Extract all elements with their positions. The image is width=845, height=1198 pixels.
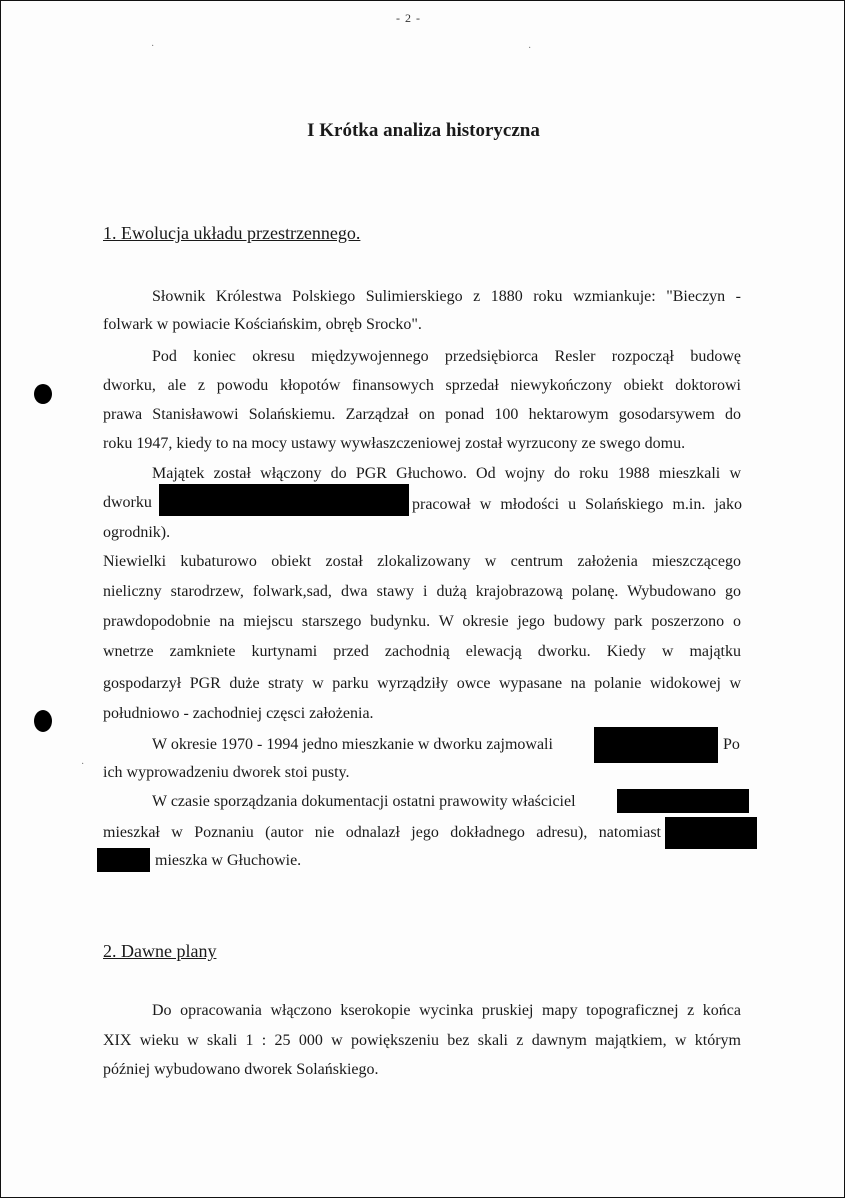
scan-speck: · (81, 759, 85, 770)
paragraph-line: ogrodnik). (103, 524, 171, 541)
section-heading-2: 2. Dawne plany (103, 941, 217, 961)
paragraph-line: dworku (103, 494, 152, 511)
paragraph-line: XIX wieku w skali 1 : 25 000 w powiększeniu bez skali z dawnym majątkiem, w którym (103, 1032, 741, 1049)
paragraph-line: folwark w powiacie Kościańskim, obręb Srocko". (103, 316, 422, 333)
paragraph-line: nieliczny starodrzew, folwark,sad, dwa stawy i dużą krajobrazową polanę. Wybudowano go (103, 583, 741, 600)
paragraph-line: gospodarzył PGR duże straty w parku wyrządziły owce wypasane na polanie widokowej w (103, 675, 741, 692)
paragraph-line: roku 1947, kiedy to na mocy ustawy wywłaszczeniowej został wyrzucony ze swego domu. (103, 435, 686, 452)
paragraph-line: dworku, ale z powodu kłopotów finansowych sprzedał niewykończony obiekt doktorowi (103, 377, 741, 394)
paragraph-line: W czasie sporządzania dokumentacji ostatni prawowity właściciel (152, 793, 576, 810)
paragraph-line: Pod koniec okresu międzywojennego przedsiębiorca Resler rozpoczął budowę (152, 348, 741, 365)
paragraph-line: prawa Stanisławowi Solańskiemu. Zarządzał on ponad 100 hektarowym gosodarsywem do (103, 406, 741, 423)
paragraph-line: południowo - zachodniej częsci założenia. (103, 705, 374, 722)
paragraph-line: Niewielki kubaturowo obiekt został zlokalizowany w centrum założenia mieszczącego (103, 553, 741, 570)
scan-speck: · (528, 43, 532, 54)
paragraph-line: wnetrze zamkniete kurtynami przed zachodnią elewacją dworku. Kiedy w majątku (103, 643, 741, 660)
paragraph-line: mieszka w Głuchowie. (155, 852, 302, 869)
paragraph-line: Do opracowania włączono kserokopie wycinka pruskiej mapy topograficznej z końca (152, 1002, 741, 1019)
redaction-box (159, 484, 409, 516)
paragraph-line: Po (723, 736, 740, 753)
paragraph-line: W okresie 1970 - 1994 jedno mieszkanie w dworku zajmowali (152, 736, 553, 753)
paragraph-line: ich wyprowadzeniu dworek stoi pusty. (103, 764, 350, 781)
paragraph-line: Majątek został włączony do PGR Głuchowo. Od wojny do roku 1988 mieszkali w (152, 465, 741, 482)
redaction-box (594, 727, 718, 763)
redaction-box (665, 817, 757, 849)
redaction-box (97, 848, 150, 872)
punch-hole (34, 710, 52, 732)
paragraph-line: pracował w młodości u Solańskiego m.in. jako (412, 496, 742, 513)
paragraph-line: później wybudowano dworek Solańskiego. (103, 1061, 379, 1078)
paragraph-line: mieszkał w Poznaniu (autor nie odnalazł jego dokładnego adresu), natomiast (103, 824, 661, 841)
punch-hole (34, 384, 52, 404)
page-title: I Krótka analiza historyczna (307, 120, 540, 141)
paragraph-line: prawdopodobnie na miejscu starszego budynku. W okresie jego budowy park poszerzono o (103, 613, 741, 630)
scan-speck: · (151, 41, 155, 52)
section-heading-1: 1. Ewolucja układu przestrzennego. (103, 223, 361, 243)
paragraph-line: Słownik Królestwa Polskiego Sulimierskiego z 1880 roku wzmiankuje: "Bieczyn - (152, 288, 741, 305)
page-number: - 2 - (396, 11, 421, 25)
redaction-box (617, 789, 749, 813)
